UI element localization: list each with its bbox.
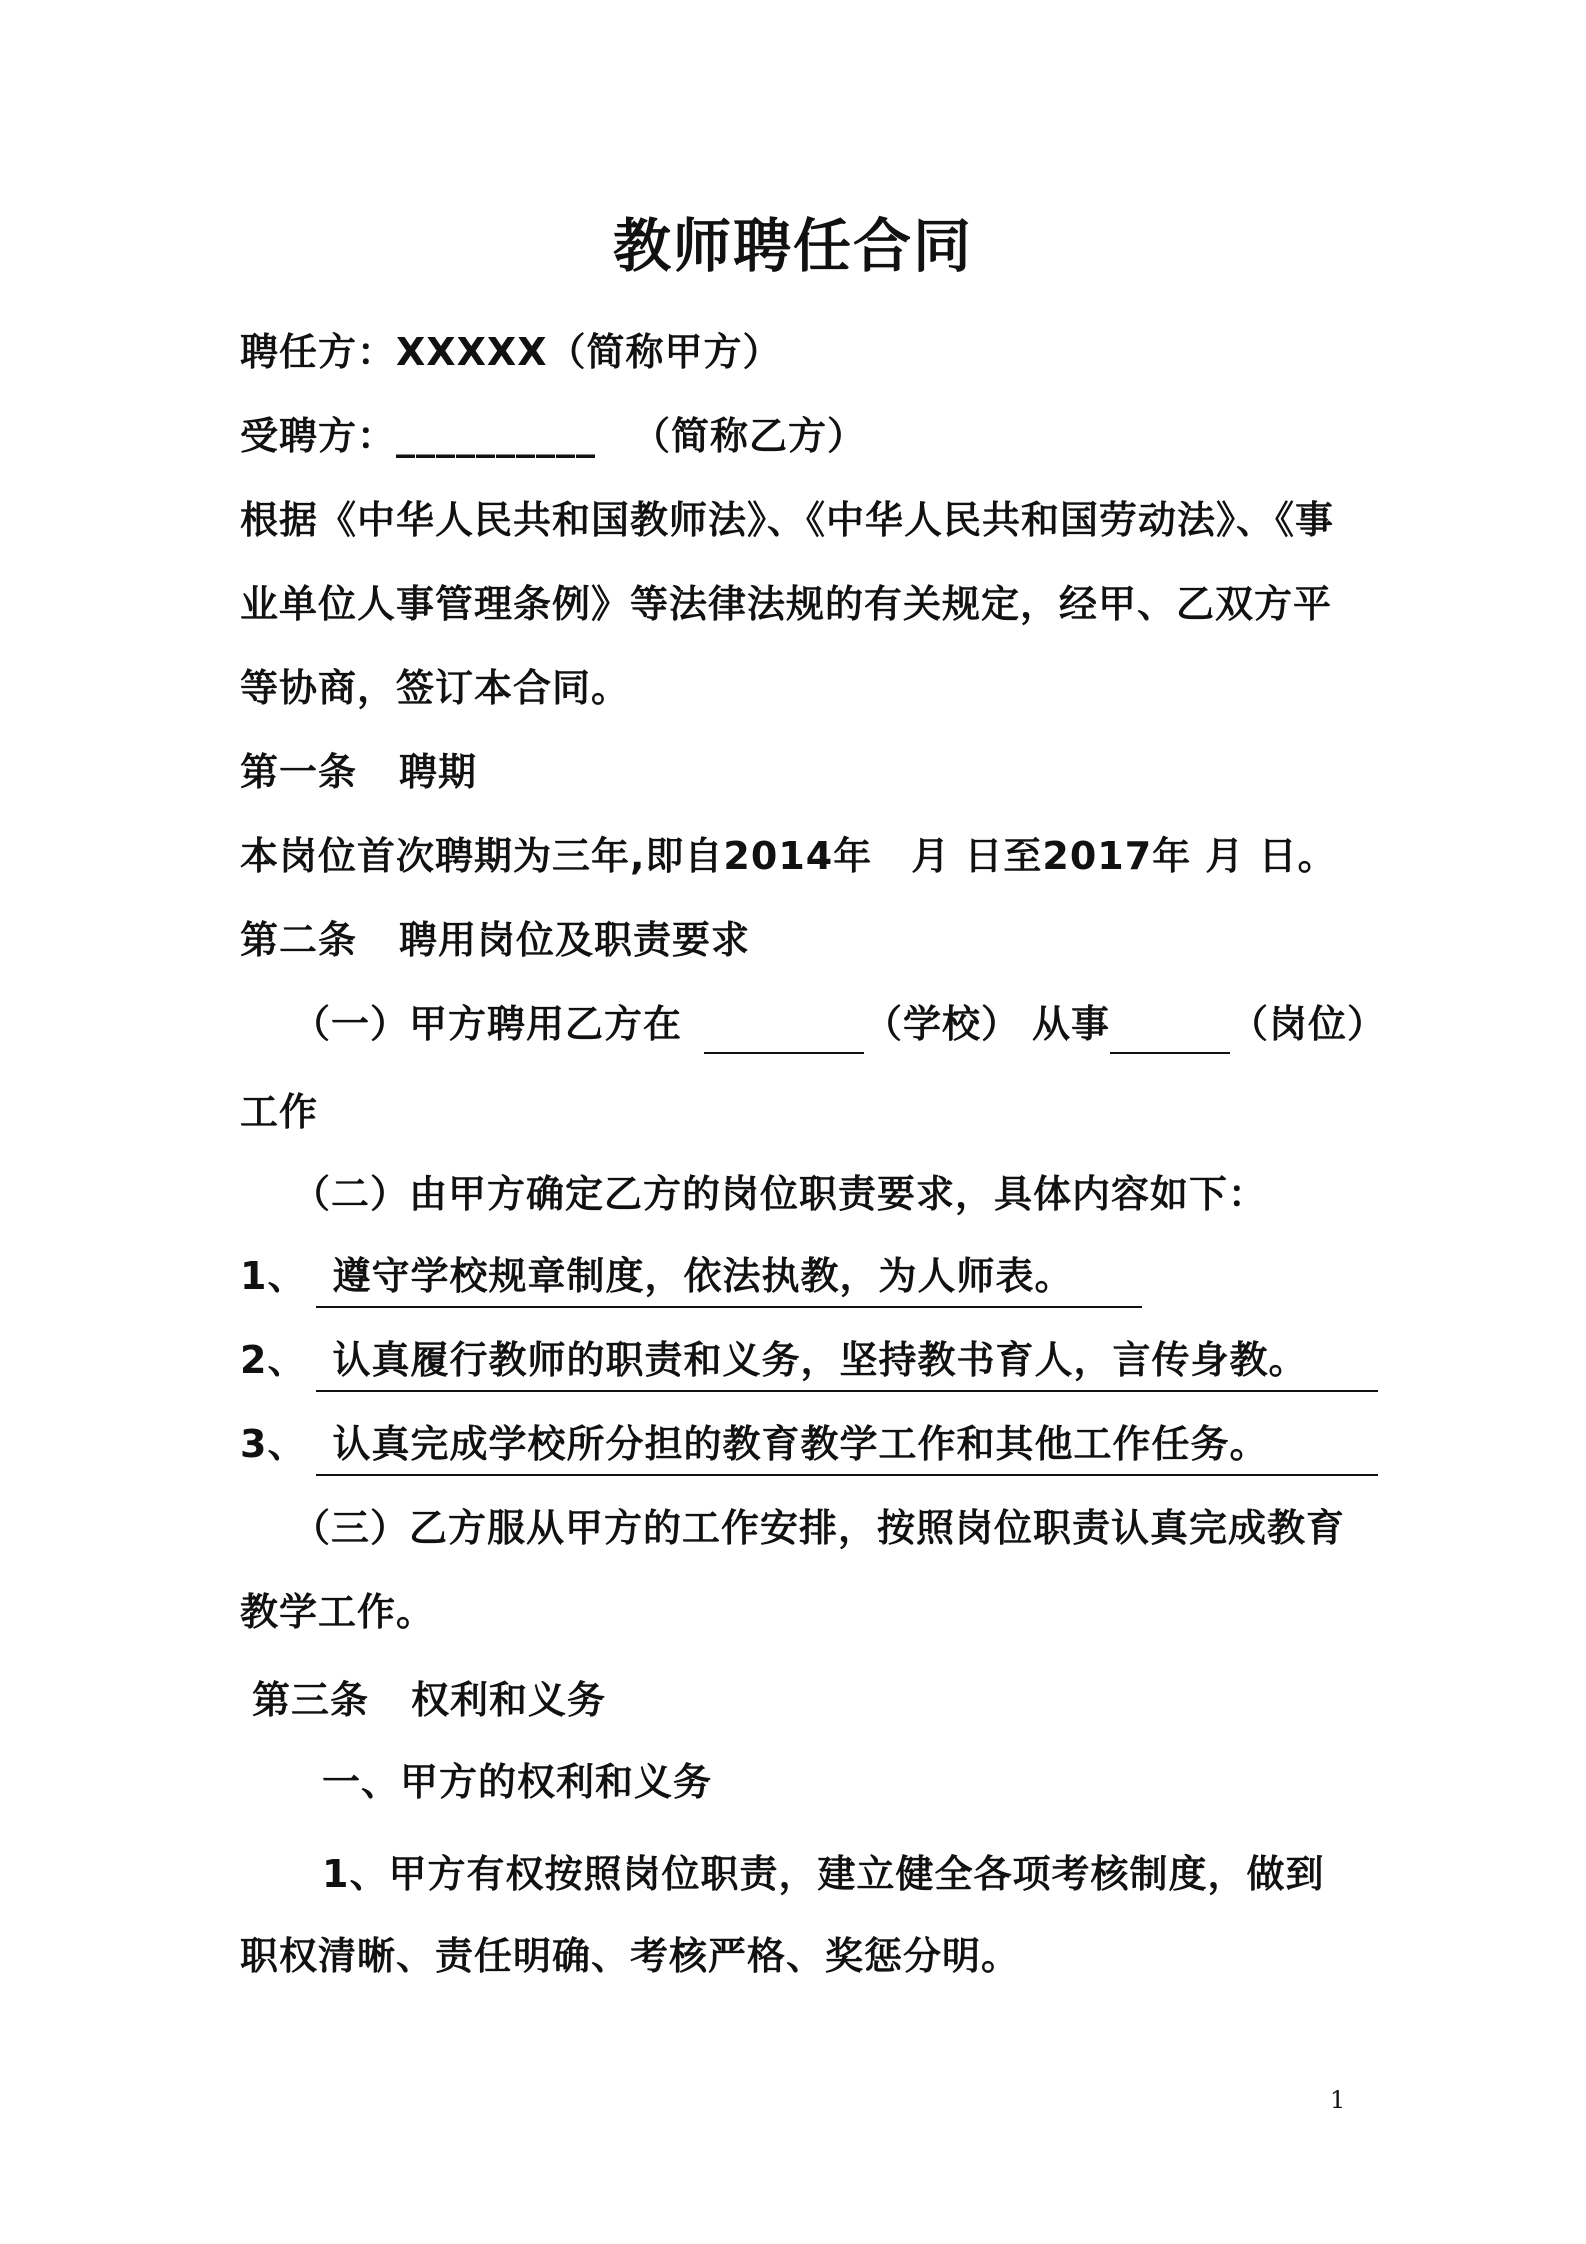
item-line: 职权清晰、责任明确、考核严格、奖惩分明。 [240,1934,1021,1978]
school-blank [704,1006,864,1054]
article1-number: 第一条 [240,750,358,794]
article2-number: 第二条 [240,918,358,962]
clause-one-continuation: 工作 [240,1090,319,1134]
employer-line: 聘任方：XXXXX（简称甲方） [240,330,782,374]
clause-one [292,994,1386,1054]
article2-heading [240,910,750,970]
preamble-line: 根据《中华人民共和国教师法》、《中华人民共和国劳动法》、《事 [240,498,1335,542]
clause-three-line: （三）乙方服从甲方的工作安排，按照岗位职责认真完成教育 [292,1506,1346,1550]
article3-number: 第三条 [252,1678,370,1722]
employee-label: 受聘方：__________ [240,414,597,458]
clause-one-prefix: （一）甲方聘用乙方在 [292,1002,683,1046]
clause-two: （二）由甲方确定乙方的岗位职责要求，具体内容如下： [292,1172,1268,1216]
page-number: 1 [1330,2086,1346,2114]
employee-line [240,406,866,466]
duty-item [240,1330,1378,1392]
post-blank [1110,1006,1230,1054]
article3-heading [252,1670,606,1730]
item-line: 1、甲方有权按照岗位职责，建立健全各项考核制度，做到 [322,1852,1325,1896]
duty-item [240,1414,1378,1476]
section-heading: 一、甲方的权利和义务 [322,1760,713,1804]
engage-label: 从事 [1032,1002,1111,1046]
preamble-line: 业单位人事管理条例》等法律法规的有关规定，经甲、乙双方平 [240,582,1333,626]
article3-title: 权利和义务 [411,1678,607,1722]
document-title: 教师聘任合同 [612,212,973,280]
duty-item [240,1246,1142,1308]
duty-number: 3、 [240,1422,307,1466]
article2-title: 聘用岗位及职责要求 [399,918,751,962]
post-label: （岗位） [1230,1002,1387,1046]
preamble-line: 等协商，签订本合同。 [240,666,631,710]
article1-title: 聘期 [399,750,478,794]
duty-number: 2、 [240,1338,307,1382]
duty-text: 认真完成学校所分担的教育教学工作和其他工作任务。 [316,1418,1378,1476]
article1-heading [240,742,477,802]
duty-text: 遵守学校规章制度，依法执教，为人师表。 [316,1250,1142,1308]
clause-three-line: 教学工作。 [240,1590,436,1634]
duty-text: 认真履行教师的职责和义务，坚持教书育人，言传身教。 [316,1334,1378,1392]
school-label: （学校） [864,1002,1021,1046]
article1-body: 本岗位首次聘期为三年,即自2014年 月 日至2017年 月 日。 [240,834,1337,878]
employee-suffix: （简称乙方） [632,414,867,458]
duty-number: 1、 [240,1254,307,1298]
